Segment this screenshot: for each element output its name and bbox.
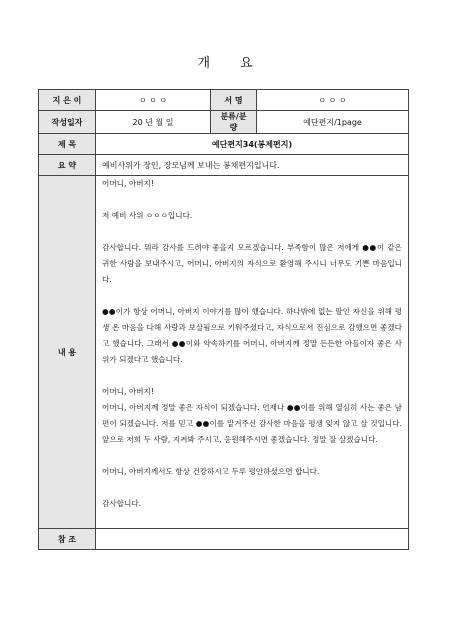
title-char-1: 개: [197, 56, 210, 71]
reference-label: 참 조: [39, 529, 96, 550]
summary-label: 요 약: [39, 155, 96, 176]
letter-greeting-2: 어머니, 아버지!: [102, 387, 154, 396]
date-row: [39, 111, 409, 134]
content-label: 내 용: [39, 176, 96, 529]
summary-row: [39, 155, 409, 176]
title-char-2: 요: [240, 56, 253, 71]
document-title: [0, 52, 450, 71]
reference-value[interactable]: [96, 529, 409, 550]
letter-paragraph-vow: 어머니, 아버지께 정말 좋은 자식이 되겠습니다. 언제나 ●●이를 위해 열심히 사는 좋은 남편이 되겠습니다. 저를 믿고 ●●이를 맡겨주신 감사한 마음을 평생 잊지 않고 살 것입니다. 앞으로 저희 두 사람, 지켜봐 주시고, 응원해주시면 좋겠습니다. 정말 잘 살겠습니다.: [102, 403, 402, 444]
letter-greeting: 어머니, 아버지!: [102, 179, 154, 188]
letter-closing: 감사합니다.: [102, 499, 142, 508]
reference-row: [39, 529, 409, 550]
content-row: [39, 176, 409, 529]
subject-label: 제 목: [39, 134, 96, 155]
letter-body[interactable]: [96, 176, 409, 529]
date-value[interactable]: 20 년 월 일: [96, 111, 211, 134]
author-row: [39, 90, 409, 111]
letter-paragraph-promise: ●●이가 항상 어머니, 아버지 이야기를 많이 했습니다. 하나밖에 없는 딸인 자신을 위해 평생 온 마음을 다해 사랑과 보살핌으로 키워주셨다고, 자식으로서 진심으로 감했으면 좋겠다고 했습니다. 그래서 ●●이와 약속하기를 어머니, 아버지께 정말 든든한 아들이자 좋은 사위가 되겠다고 했습니다.: [102, 307, 402, 364]
letter-paragraph-thanks: 감사합니다. 뭐라 감사를 드려야 좋을지 모르겠습니다. 부족함이 많은 저에게 ●●이 같은 귀한 사람을 보내주시고, 어머니, 아버지의 자식으로 환영해 주시니 너무도 기쁜 마음입니다.: [102, 243, 402, 284]
subject-row: [39, 134, 409, 155]
author-value[interactable]: ㅇ ㅇ ㅇ: [96, 90, 211, 111]
category-label: 분류/분량: [211, 111, 257, 134]
author-label: 지 은 이: [39, 90, 96, 111]
date-label: 작성일자: [39, 111, 96, 134]
signature-label: 서 명: [211, 90, 257, 111]
summary-form-table: [38, 89, 409, 550]
letter-paragraph-wishes: 어머니, 아버지께서도 항상 건강하시고 두루 평안하셨으면 합니다.: [102, 467, 320, 476]
subject-value[interactable]: 예단편지34(봉제편지): [96, 134, 409, 155]
summary-value[interactable]: 예비사위가 장인, 장모님께 보내는 봉채편지입니다.: [96, 155, 409, 176]
category-value[interactable]: 예단편지/1page: [257, 111, 409, 134]
signature-value[interactable]: ㅇ ㅇ ㅇ: [257, 90, 409, 111]
letter-intro: 저 예비 사위 ㅇㅇㅇ입니다.: [102, 211, 193, 220]
